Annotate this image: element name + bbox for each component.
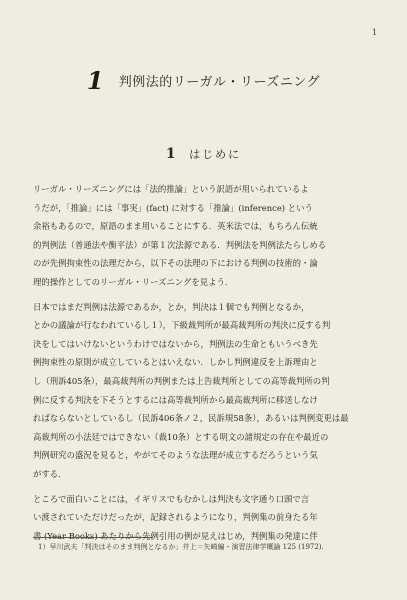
chapter-number: 1 bbox=[86, 66, 104, 95]
text-line: い渡されていただけだったが，記録されるようになり，判例集の前身たる年 bbox=[33, 512, 318, 523]
text-line: し（刑訴405条），最高裁判所の判例または上告裁判所としての高等裁判所の判 bbox=[33, 375, 330, 386]
footnote-divider bbox=[33, 537, 153, 538]
text-line: 理的操作としてのリーガル・リーズニングを見よう． bbox=[33, 276, 234, 287]
text-line: のが先例拘束性の法理だから，以下その法理の下における判例の技術的・論 bbox=[33, 258, 318, 269]
text-line: 決をしてはいけないというわけではないから，判例法の生命ともいうべき先 bbox=[33, 338, 318, 349]
footnote: 1）早川武夫「判決はそのまま判例となるか」井上＝矢崎編・演習法律学概論 125 (1972). bbox=[38, 543, 324, 551]
text-line: 書 (Year Books) あたりから先例引用の例が見えはじめ，判例集の発達に伴 bbox=[33, 530, 318, 541]
text-line: ればならないとしているし（民訴406条ノ２，民訴規58条），あるいは判例変更は最 bbox=[33, 413, 349, 424]
text-line: がする． bbox=[33, 468, 67, 479]
text-line: 余裕もあるので，原語のまま用いることにする．英米法では，もちろん伝統 bbox=[33, 221, 318, 232]
section-title: はじめに bbox=[189, 148, 242, 161]
chapter-title: 判例法的リーガル・リーズニング bbox=[118, 75, 321, 90]
text-line: 高裁判所の小法廷ではできない（裁10条）とする明文の諸規定の存在や最近の bbox=[33, 431, 329, 442]
text-line: とかの議論が行なわれているし１），下級裁判所が最高裁判所の判決に反する判 bbox=[33, 320, 331, 331]
text-line: 的判例法（普通法や衡平法）が第１次法源である．判例法を判例法たらしめる bbox=[33, 239, 327, 250]
text-line: ところで面白いことには，イギリスでもむかしは判決も文字通り口頭で言 bbox=[33, 493, 310, 504]
text-line: 例拘束性の原則が成立しているとはいえない．しかし判例違反を上訴理由と bbox=[33, 357, 318, 368]
page-number: 1 bbox=[371, 28, 377, 37]
text-line: 例に反する判決を下そうとするには高等裁判所から最高裁判所に移送しなけ bbox=[33, 394, 318, 405]
text-line: 日本ではまだ判例は法源であるか，とか，判決は１個でも判例となるか， bbox=[33, 301, 310, 312]
body-text bbox=[33, 180, 377, 545]
chapter-heading bbox=[0, 66, 407, 95]
section-number: 1 bbox=[165, 146, 178, 162]
section-heading bbox=[0, 146, 407, 162]
text-line: うだが，「推論」には「事実」(fact) に対する「推論」(inference) という bbox=[33, 202, 313, 213]
text-line: リーガル・リーズニングには「法的推論」という訳語が用いられているよ bbox=[33, 184, 309, 194]
text-line: 判例研究の盛況を見ると，やがてそのような法理が成立するだろうという気 bbox=[33, 450, 318, 461]
